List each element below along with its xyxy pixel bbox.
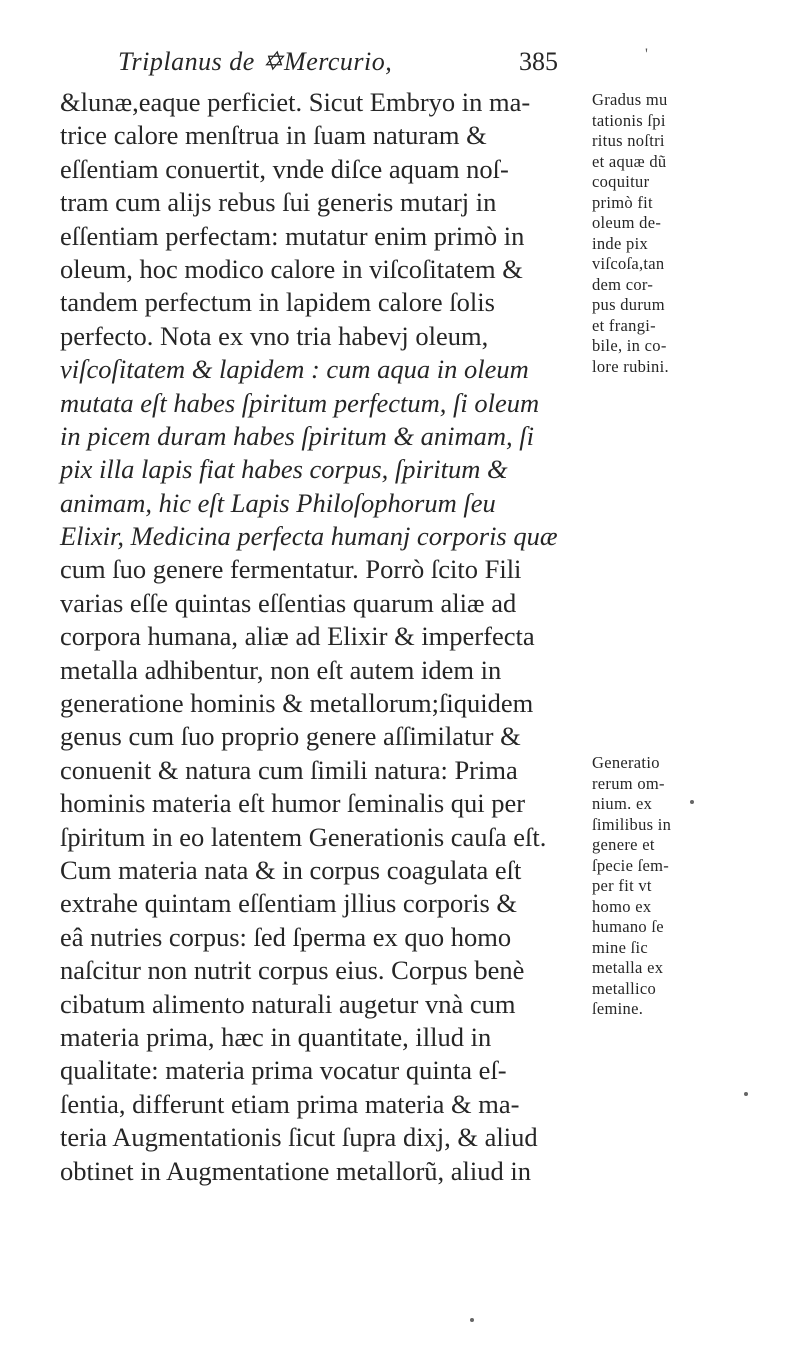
margin-line: dem cor- <box>592 274 654 294</box>
margin-line: primò fit <box>592 192 653 212</box>
margin-line: ſemine. <box>592 999 644 1018</box>
text-line: Cum materia nata & in corpus coagulata eſt <box>60 854 522 885</box>
margin-line: metallico <box>592 978 657 998</box>
margin-line: tationis ſpi <box>592 110 666 130</box>
margin-line: inde pix <box>592 233 649 253</box>
text-line: qualitate: materia prima vocatur quinta eſ- <box>60 1055 507 1086</box>
margin-line: homo ex <box>592 896 652 916</box>
margin-line: et frangi- <box>592 315 656 335</box>
ink-speck <box>470 1318 474 1322</box>
margin-line: ſimilibus in <box>592 814 672 834</box>
header-mark: ' <box>645 46 648 63</box>
text-line: metalla adhibentur, non eſt autem idem in <box>60 654 502 685</box>
text-line: Elixir, Medicina perfecta humanj corporis quæ <box>60 521 558 552</box>
text-line: oleum, hoc modico calore in viſcoſitatem & <box>60 253 523 284</box>
margin-line: ſpecie ſem- <box>592 855 670 875</box>
margin-line: coquitur <box>592 172 650 191</box>
text-line: tram cum aliјs rebus ſui generis mutarј in <box>60 187 497 218</box>
margin-line: viſcoſa,tan <box>592 254 665 273</box>
text-line: in picem duram habes ſpiritum & animam, ſi <box>60 420 535 451</box>
text-line: teria Augmentationis ſicut ſupra dixj, & aliud <box>60 1122 538 1153</box>
margin-line: Gradus mu <box>592 90 668 109</box>
text-line: mutata eſt habes ſpiritum perfectum, ſi oleum <box>60 387 540 418</box>
page-number: 385 <box>519 47 558 76</box>
margin-note-gradus <box>592 90 697 377</box>
text-line: hominis materia eſt humor ſeminalis qui per <box>60 788 526 819</box>
text-line: cum ſuo genere fermentatur. Porrò ſcito Fili <box>60 554 522 585</box>
margin-line: Generatio <box>592 753 660 772</box>
margin-note-generatio <box>592 753 697 1020</box>
text-line: varias eſſe quintas eſſentias quarum aliæ ad <box>60 587 517 618</box>
margin-line: nium. ex <box>592 794 653 813</box>
margin-line: pus durum <box>592 295 665 314</box>
margin-line: rerum om- <box>592 773 665 793</box>
text-line: trice calore menſtrua in ſuam naturam & <box>60 120 487 151</box>
text-line: animam, hic eſt Lapis Philoſophorum ſeu <box>60 487 496 518</box>
margin-line: bile, in co- <box>592 336 667 355</box>
margin-line: lore rubini. <box>592 356 669 376</box>
ink-speck <box>690 800 694 804</box>
running-title: Triplanus de ✡Mercurio, <box>118 47 393 76</box>
margin-line: genere et <box>592 835 655 854</box>
margin-line: metalla ex <box>592 958 664 977</box>
margin-line: ritus noſtri <box>592 131 665 150</box>
margin-line: per fit vt <box>592 876 652 895</box>
margin-line: oleum de- <box>592 213 662 232</box>
text-line: conuenit & natura cum ſimili natura: Prima <box>60 754 518 785</box>
text-line: materia prima, hæc in quantitate, illud in <box>60 1021 492 1052</box>
text-line: extrahe quintam eſſentiam jllius corporis & <box>60 888 518 919</box>
text-line: ſentia, differunt etiam prima materia & ma- <box>60 1088 520 1119</box>
margin-line: mine ſic <box>592 937 649 957</box>
text-line: viſcoſitatem & lapidem : cum aqua in oleum <box>60 354 529 385</box>
text-line: pix illa lapis fiat habes corpus, ſpiritum & <box>60 454 508 485</box>
text-line: eâ nutries corpus: ſed ſperma ex quo homo <box>60 921 512 952</box>
text-line: perfecto. Nota ex vno tria habevj oleum, <box>60 320 489 351</box>
text-line: obtinet in Augmentatione metallorũ, aliud in <box>60 1155 532 1186</box>
page-header <box>118 40 558 84</box>
text-line: corpora humana, aliæ ad Elixir & imperfecta <box>60 621 535 652</box>
text-line: &lunæ,eaque perficiet. Sicut Embryo in ma- <box>60 87 531 117</box>
text-line: generatione hominis & metallorum;ſiquidem <box>60 688 534 719</box>
margin-line: humano ſe <box>592 917 664 936</box>
text-line: eſſentiam perfectam: mutatur enim primò in <box>60 220 525 251</box>
text-line: naſcitur non nutrit corpus eius. Corpus benè <box>60 955 525 986</box>
text-line: tandem perfectum in lapidem calore ſolis <box>60 287 495 318</box>
text-line: eſſentiam conuertit, vnde diſce aquam noſ- <box>60 153 509 184</box>
main-text-block <box>60 86 580 1188</box>
margin-line: et aquæ dũ <box>592 151 667 171</box>
text-line: ſpiritum in eo latentem Generationis cauſa eſt. <box>60 821 547 852</box>
text-line: cibatum alimento naturali augetur vnà cum <box>60 988 516 1019</box>
ink-speck <box>744 1092 748 1096</box>
text-line: genus cum ſuo proprio genere aſſimilatur & <box>60 721 521 752</box>
